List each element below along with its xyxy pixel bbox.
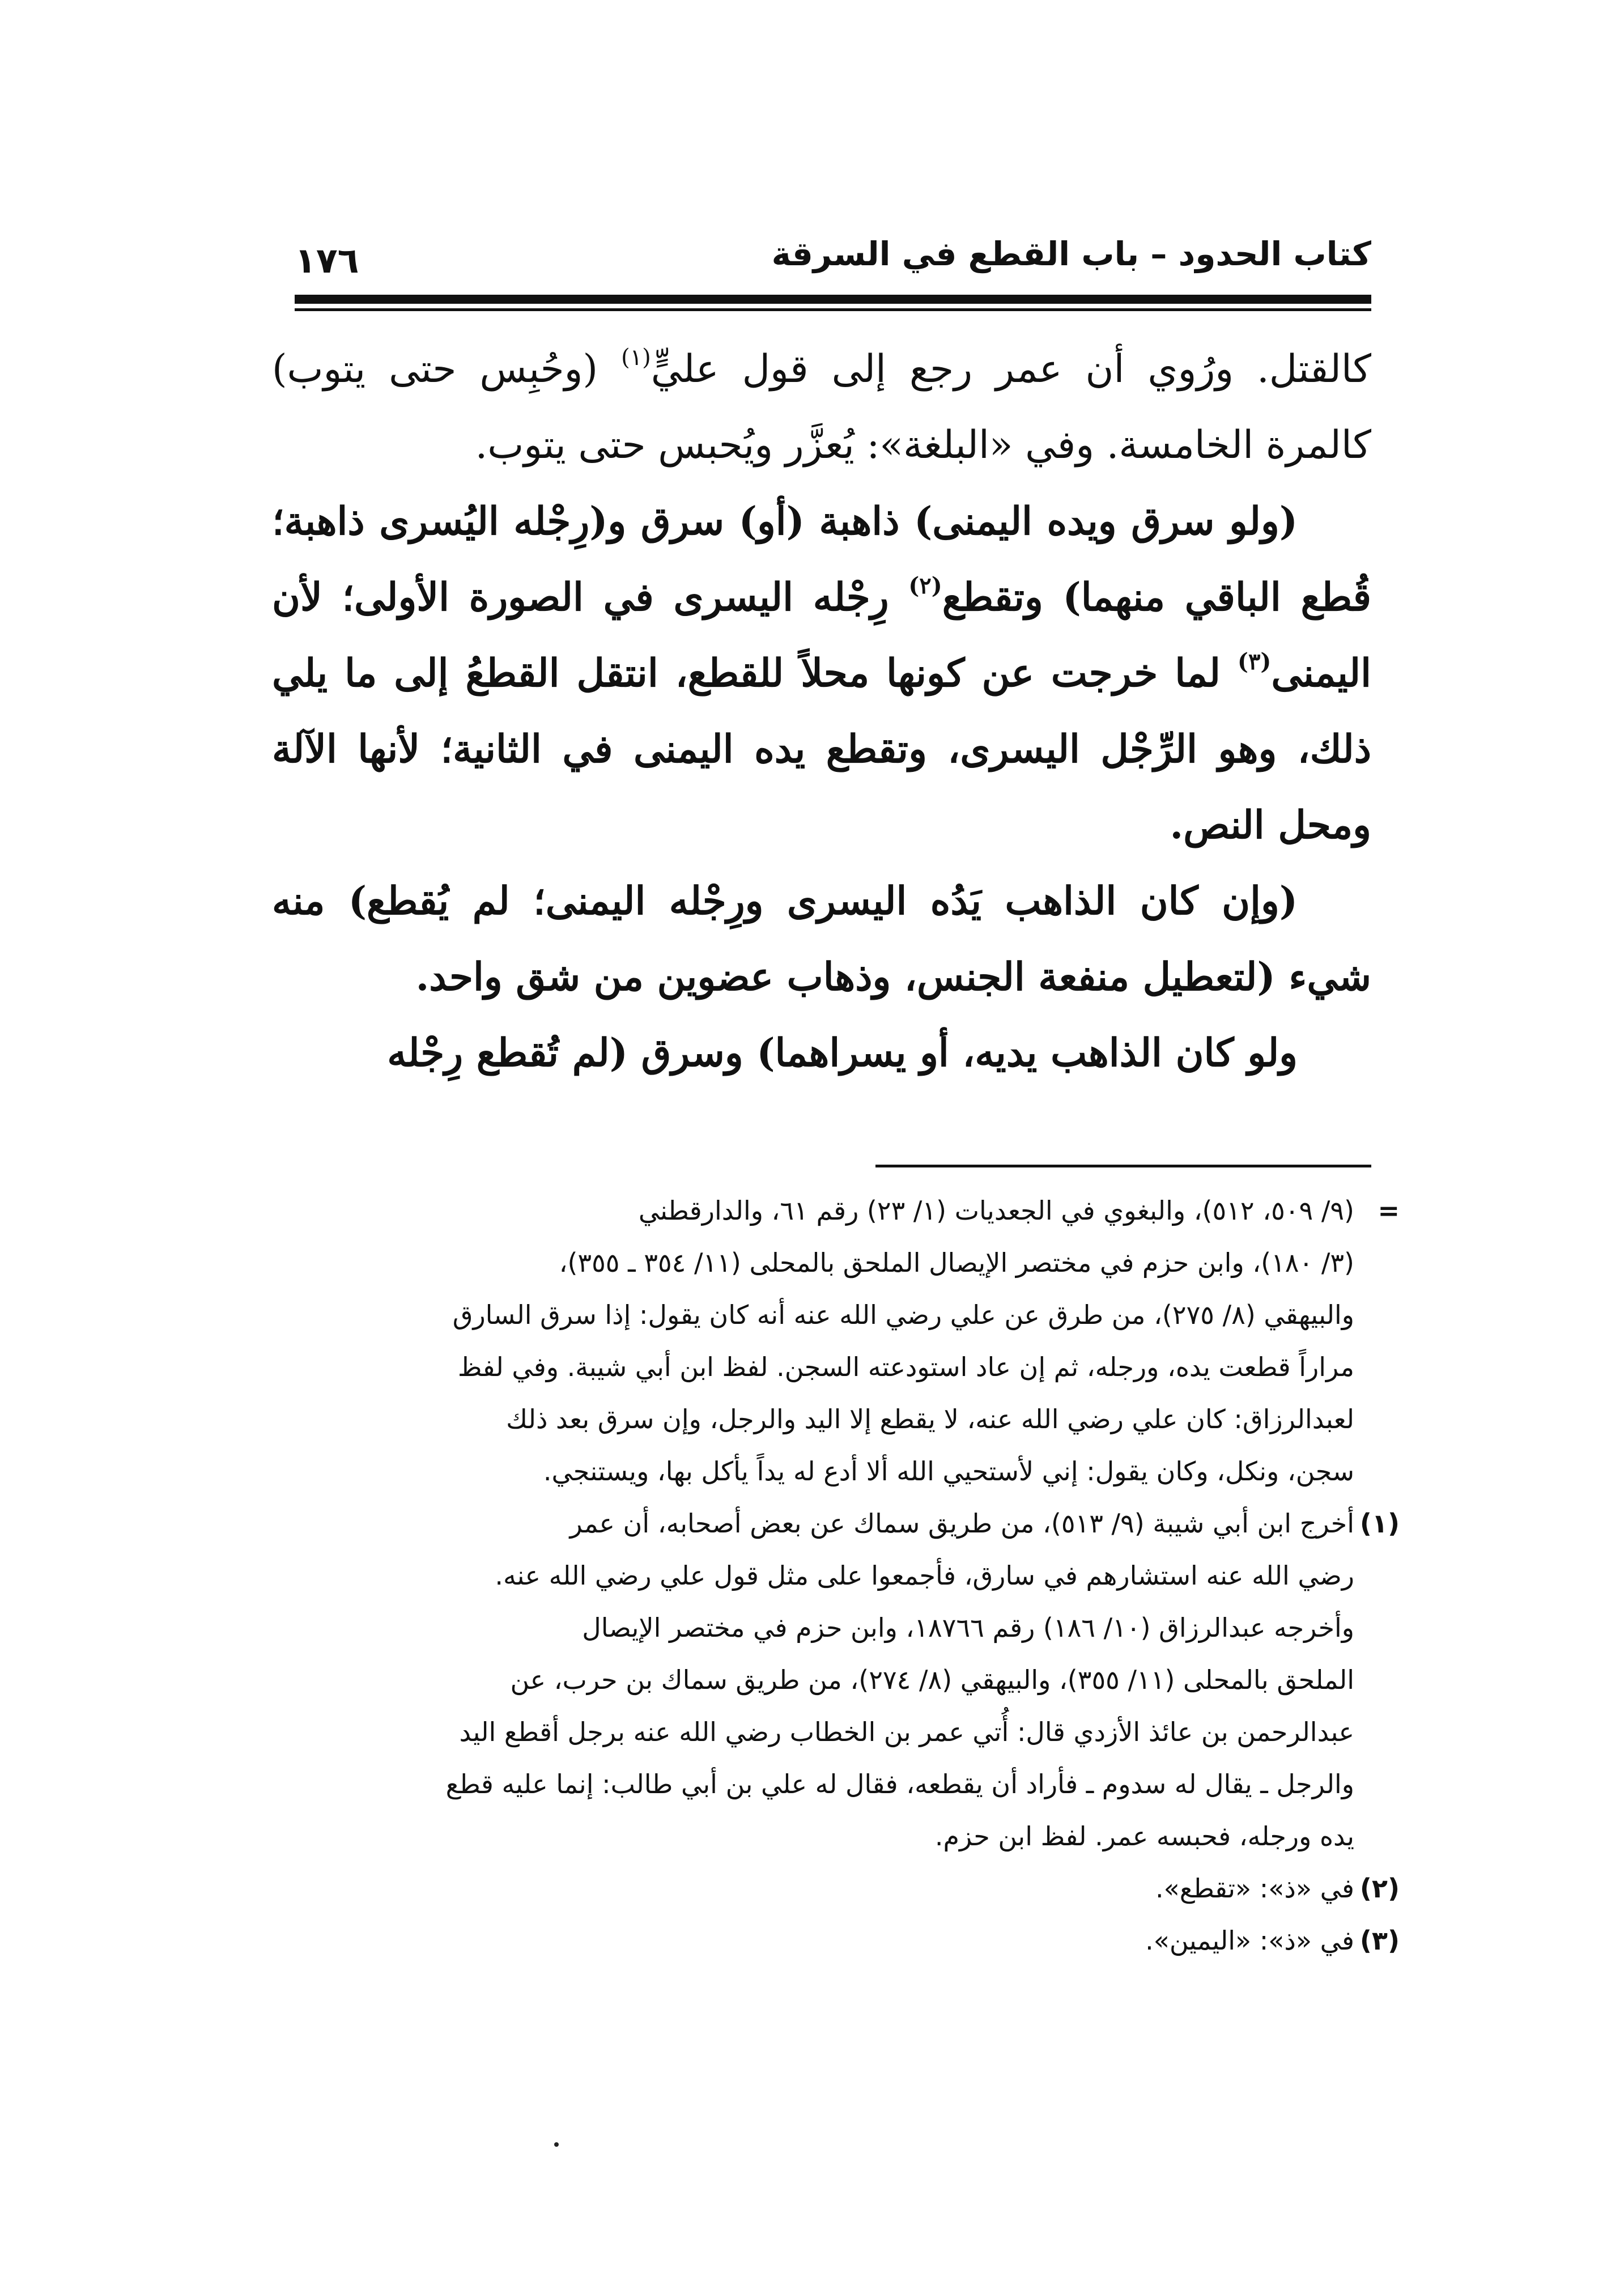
paragraph-1-text-b: (وحُبِس حتى يتوب) كالمرة الخامسة. وفي «البلغة»: يُعزَّر ويُحبس حتى يتوب. (272, 347, 1371, 468)
footnote-line: مراراً قطعت يده، ورجله، ثم إن عاد استودعته السجن. لفظ ابن أبي شيبة. وفي لفظ (457, 1352, 1354, 1382)
paragraph-2-text-c: لما خرجت عن كونها محلاً للقطع، انتقل القطعُ إلى ما يلي ذلك، وهو الرِّجْل اليسرى، وتقطع يده اليمنى في الثانية؛ لأنها الآلة ومحل النص. (272, 651, 1371, 848)
footnote-separator (875, 1165, 1371, 1167)
paragraph-3: (وإن كان الذاهب يَدُه اليسرى ورِجْله اليمنى؛ لم يُقطع) منه شيء (لتعطيل منفعة الجنس، وذهاب عضوين من شق واحد. (272, 878, 1371, 1000)
paragraph-2 (272, 483, 1371, 863)
footnote-line: (٣/ ١٨٠)، وابن حزم في مختصر الإيصال الملحق بالمحلى (١١/ ٣٥٤ ـ ٣٥٥)، (559, 1247, 1354, 1278)
footnote-line: عبدالرحمن بن عائذ الأزدي قال: أُتي عمر بن الخطاب رضي الله عنه برجل أقطع اليد (459, 1717, 1354, 1747)
paragraph-2-text-b: رِجْله اليسرى في الصورة الأولى؛ لأن اليمنى (272, 575, 1371, 696)
paragraph-4: ولو كان الذاهب يديه، أو يسراهما) وسرق (لم تُقطع رِجْله (387, 1030, 1298, 1076)
footnote-line: أخرج ابن أبي شيبة (٩/ ٥١٣)، من طريق سماك عن بعض أصحابه، أن عمر (569, 1508, 1354, 1539)
footnote-ref-3[interactable]: (٣) (1238, 648, 1272, 675)
footnote-line: وأخرجه عبدالرزاق (١٠/ ١٨٦) رقم ١٨٧٦٦، وابن حزم في مختصر الإيصال (582, 1612, 1354, 1643)
header-rule-thin (295, 308, 1371, 311)
footnote-3-text: في «ذ»: «اليمين». (1145, 1925, 1354, 1956)
header-rule-thick (295, 295, 1371, 304)
footnote-line: رضي الله عنه استشارهم في سارق، فأجمعوا على مثل قول علي رضي الله عنه. (495, 1560, 1354, 1591)
footnote-2-mark: (٢) (1359, 1873, 1400, 1904)
footnote-line: (٩/ ٥٠٩، ٥١٢)، والبغوي في الجعديات (١/ ٢٣) رقم ٦١، والدارقطني (638, 1195, 1354, 1226)
footnote-line: سجن، ونكل، وكان يقول: إني لأستحيي الله ألا أدع له يداً يأكل بها، ويستنجي. (543, 1456, 1354, 1487)
continuation-mark: = (1378, 1195, 1400, 1226)
paragraph-1-text-a: كالقتل. ورُوي أن عمر رجع إلى قول عليٍّ (651, 347, 1372, 392)
chapter-title: كتاب الحدود – باب القطع في السرقة (771, 235, 1371, 273)
footnote-1-mark: (١) (1359, 1508, 1400, 1539)
footnote-line: والرجل ـ يقال له سدوم ـ فأراد أن يقطعه، فقال له علي بن أبي طالب: إنما عليه قطع (445, 1769, 1354, 1799)
running-header (295, 227, 1371, 289)
main-text (272, 332, 1371, 1091)
stray-dot (554, 2142, 559, 2147)
footnote-1 (272, 1497, 1400, 1862)
footnote-line: يده ورجله، فحبسه عمر. لفظ ابن حزم. (934, 1821, 1354, 1852)
footnotes-section (272, 1184, 1400, 1967)
paragraph-2-text-a: (ولو سرق ويده اليمنى) ذاهبة (أو) سرق و(رِجْله اليُسرى ذاهبة؛ قُطع الباقي منهما) وتقطع (272, 499, 1371, 620)
footnote-line: الملحق بالمحلى (١١/ ٣٥٥)، والبيهقي (٨/ ٢٧٤)، من طريق سماك بن حرب، عن (510, 1664, 1354, 1695)
footnote-2 (272, 1862, 1400, 1914)
footnote-3 (272, 1914, 1400, 1967)
paragraph-1 (272, 332, 1371, 483)
footnote-ref-1[interactable]: (١) (621, 345, 651, 371)
footnote-line: لعبدالرزاق: كان علي رضي الله عنه، لا يقطع إلا اليد والرجل، وإن سرق بعد ذلك (506, 1404, 1354, 1434)
footnote-ref-2[interactable]: (٢) (908, 572, 942, 599)
page-number: ١٧٦ (295, 240, 359, 281)
footnote-line: والبيهقي (٨/ ٢٧٥)، من طرق عن علي رضي الله عنه أنه كان يقول: إذا سرق السارق (452, 1300, 1354, 1330)
footnote-2-text: في «ذ»: «تقطع». (1155, 1873, 1354, 1904)
footnote-continued (272, 1184, 1400, 1497)
footnote-3-mark: (٣) (1359, 1925, 1400, 1956)
